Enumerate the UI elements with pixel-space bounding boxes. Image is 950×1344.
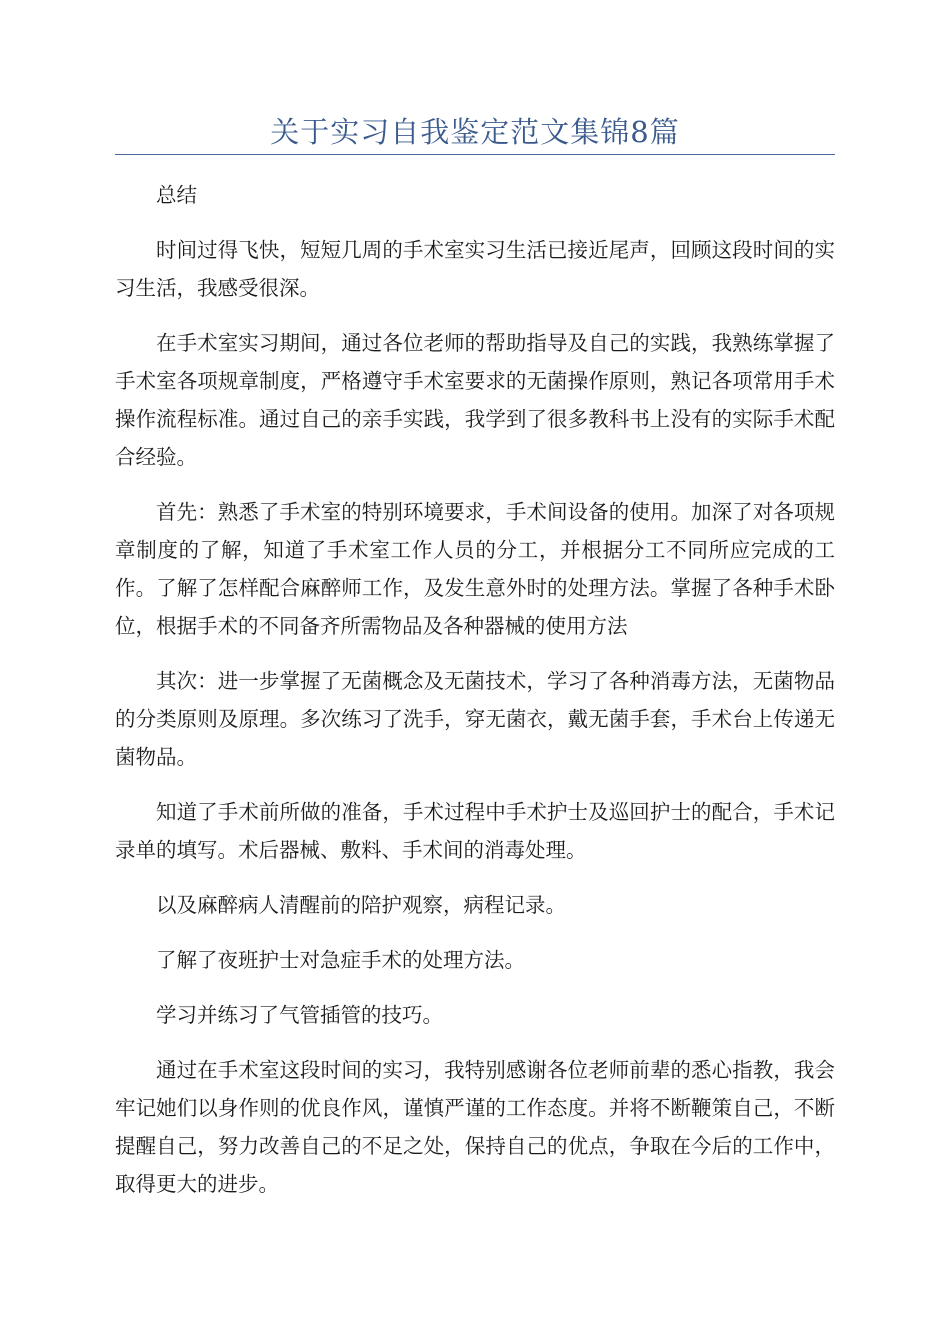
title-underline (115, 154, 835, 155)
paragraph-heading-summary: 总结 (156, 183, 197, 207)
paragraph: 以及麻醉病人清醒前的陪护观察，病程记录。 (156, 893, 566, 917)
paragraph: 知道了手术前所做的准备，手术过程中手术护士及巡回护士的配合，手术记录单的填写。术后器械、敷料、手术间的消毒处理。 (115, 800, 835, 862)
paragraph: 了解了夜班护士对急症手术的处理方法。 (156, 948, 525, 972)
paragraph: 学习并练习了气管插管的技巧。 (156, 1003, 443, 1027)
document-body (115, 176, 835, 1220)
document-title: 关于实习自我鉴定范文集锦8篇 (270, 115, 680, 149)
paragraph: 在手术室实习期间，通过各位老师的帮助指导及自己的实践，我熟练掌握了手术室各项规章制度，严格遵守手术室要求的无菌操作原则，熟记各项常用手术操作流程标准。通过自己的亲手实践，我学到了很多教科书上没有的实际手术配合经验。 (115, 331, 835, 469)
paragraph: 其次：进一步掌握了无菌概念及无菌技术，学习了各种消毒方法，无菌物品的分类原则及原理。多次练习了洗手，穿无菌衣，戴无菌手套，手术台上传递无菌物品。 (115, 669, 835, 769)
paragraph: 时间过得飞快，短短几周的手术室实习生活已接近尾声，回顾这段时间的实习生活，我感受很深。 (115, 238, 835, 300)
paragraph: 通过在手术室这段时间的实习，我特别感谢各位老师前辈的悉心指教，我会牢记她们以身作则的优良作风，谨慎严谨的工作态度。并将不断鞭策自己，不断提醒自己，努力改善自己的不足之处，保持自己的优点，争取在今后的工作中，取得更大的进步。 (115, 1058, 835, 1196)
paragraph: 首先：熟悉了手术室的特别环境要求，手术间设备的使用。加深了对各项规章制度的了解，知道了手术室工作人员的分工，并根据分工不同所应完成的工作。了解了怎样配合麻醉师工作，及发生意外时的处理方法。掌握了各种手术卧位，根据手术的不同备齐所需物品及各种器械的使用方法 (115, 500, 835, 638)
